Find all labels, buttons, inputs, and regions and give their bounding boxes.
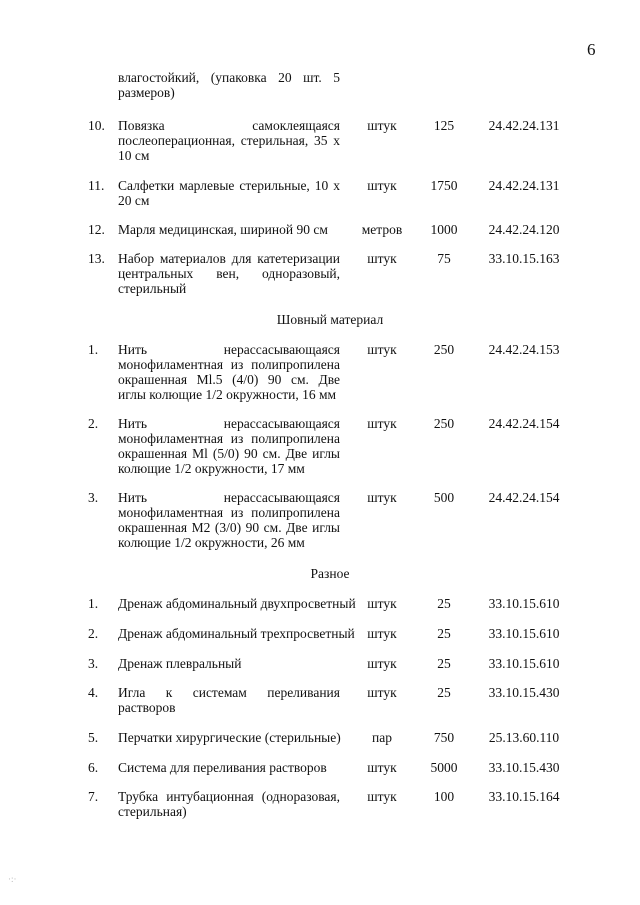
item-unit: штук [367,596,397,611]
item-unit: штук [367,118,397,133]
item-quantity: 1750 [430,178,458,193]
item-unit: штук [367,178,397,193]
item-description: Нить нерассасывающаяся монофиламентная из полипропилена окрашенная Ml (5/0) 90 см. Две иглы колющие 1/2 окружности, 17 мм [118,416,340,476]
item-quantity: 25 [437,656,451,671]
item-unit: штук [367,656,397,671]
item-code: 33.10.15.610 [488,656,560,671]
item-code: 33.10.15.610 [488,626,560,641]
item-description: Салфетки марлевые стерильные, 10 х 20 см [118,178,340,208]
item-unit: штук [367,760,397,775]
item-number: 10. [88,118,105,133]
item-description: Повязка самоклеящаяся послеоперационная, стерильная, 35 х 10 см [118,118,340,163]
item-quantity: 100 [433,789,455,804]
item-description: Система для переливания растворов [118,760,327,775]
item-number: 7. [88,789,99,804]
item-quantity: 75 [437,251,451,266]
item-code: 33.10.15.610 [488,596,560,611]
item-code: 33.10.15.163 [488,251,560,266]
item-unit: метров [361,222,403,237]
item-description: Трубка интубационная (одноразовая, стерильная) [118,789,340,819]
item-code: 24.42.24.154 [488,490,560,505]
item-code: 25.13.60.110 [488,730,560,745]
item-description: Дренаж абдоминальный трехпросветный [118,626,355,641]
item-number: 6. [88,760,99,775]
item-description: Дренаж абдоминальный двухпросветный [118,596,356,611]
item-quantity: 125 [433,118,455,133]
item-code: 33.10.15.164 [488,789,560,804]
item-quantity: 500 [433,490,455,505]
item-description: Нить нерассасывающаяся монофиламентная из полипропилена окрашенная М2 (3/0) 90 см. Две иглы колющие 1/2 окружности, 26 мм [118,490,340,550]
item-number: 13. [88,251,105,266]
item-number: 1. [88,342,99,357]
scan-mark: ·:· [8,874,17,884]
item-description: Марля медицинская, шириной 90 см [118,222,328,237]
item-unit: штук [367,416,397,431]
item-unit: штук [367,626,397,641]
item-unit: пар [372,730,392,745]
item-unit: штук [367,251,397,266]
item-unit: штук [367,685,397,700]
item-code: 24.42.24.153 [488,342,560,357]
item-quantity: 25 [437,626,451,641]
item-number: 2. [88,416,99,431]
item-code: 33.10.15.430 [488,685,560,700]
item-quantity: 5000 [430,760,458,775]
section-title-suture: Шовный материал [276,312,384,327]
item-description: Игла к системам переливания растворов [118,685,340,715]
item-number: 11. [88,178,105,193]
item-code: 24.42.24.154 [488,416,560,431]
item-number: 1. [88,596,99,611]
item-number: 3. [88,490,99,505]
item-quantity: 25 [437,685,451,700]
item-code: 24.42.24.131 [488,178,560,193]
item-unit: штук [367,342,397,357]
item-quantity: 250 [433,416,455,431]
item-quantity: 750 [433,730,455,745]
page-number: 6 [587,40,596,59]
item-description: влагостойкий, (упаковка 20 шт. 5 размеров) [118,70,340,100]
item-description: Набор материалов для катетеризации центральных вен, одноразовый, стерильный [118,251,340,296]
item-number: 2. [88,626,99,641]
item-quantity: 25 [437,596,451,611]
item-unit: штук [367,490,397,505]
item-number: 3. [88,656,99,671]
item-description: Перчатки хирургические (стерильные) [118,730,341,745]
item-code: 24.42.24.120 [488,222,560,237]
item-unit: штук [367,789,397,804]
item-description: Нить нерассасывающаяся монофиламентная из полипропилена окрашенная Ml.5 (4/0) 90 см. Две иглы колющие 1/2 окружности, 16 мм [118,342,340,402]
item-code: 33.10.15.430 [488,760,560,775]
item-quantity: 1000 [430,222,458,237]
item-number: 4. [88,685,99,700]
section-title-misc: Разное [310,566,350,581]
item-code: 24.42.24.131 [488,118,560,133]
item-number: 5. [88,730,99,745]
item-quantity: 250 [433,342,455,357]
item-description: Дренаж плевральный [118,656,242,671]
item-number: 12. [88,222,105,237]
